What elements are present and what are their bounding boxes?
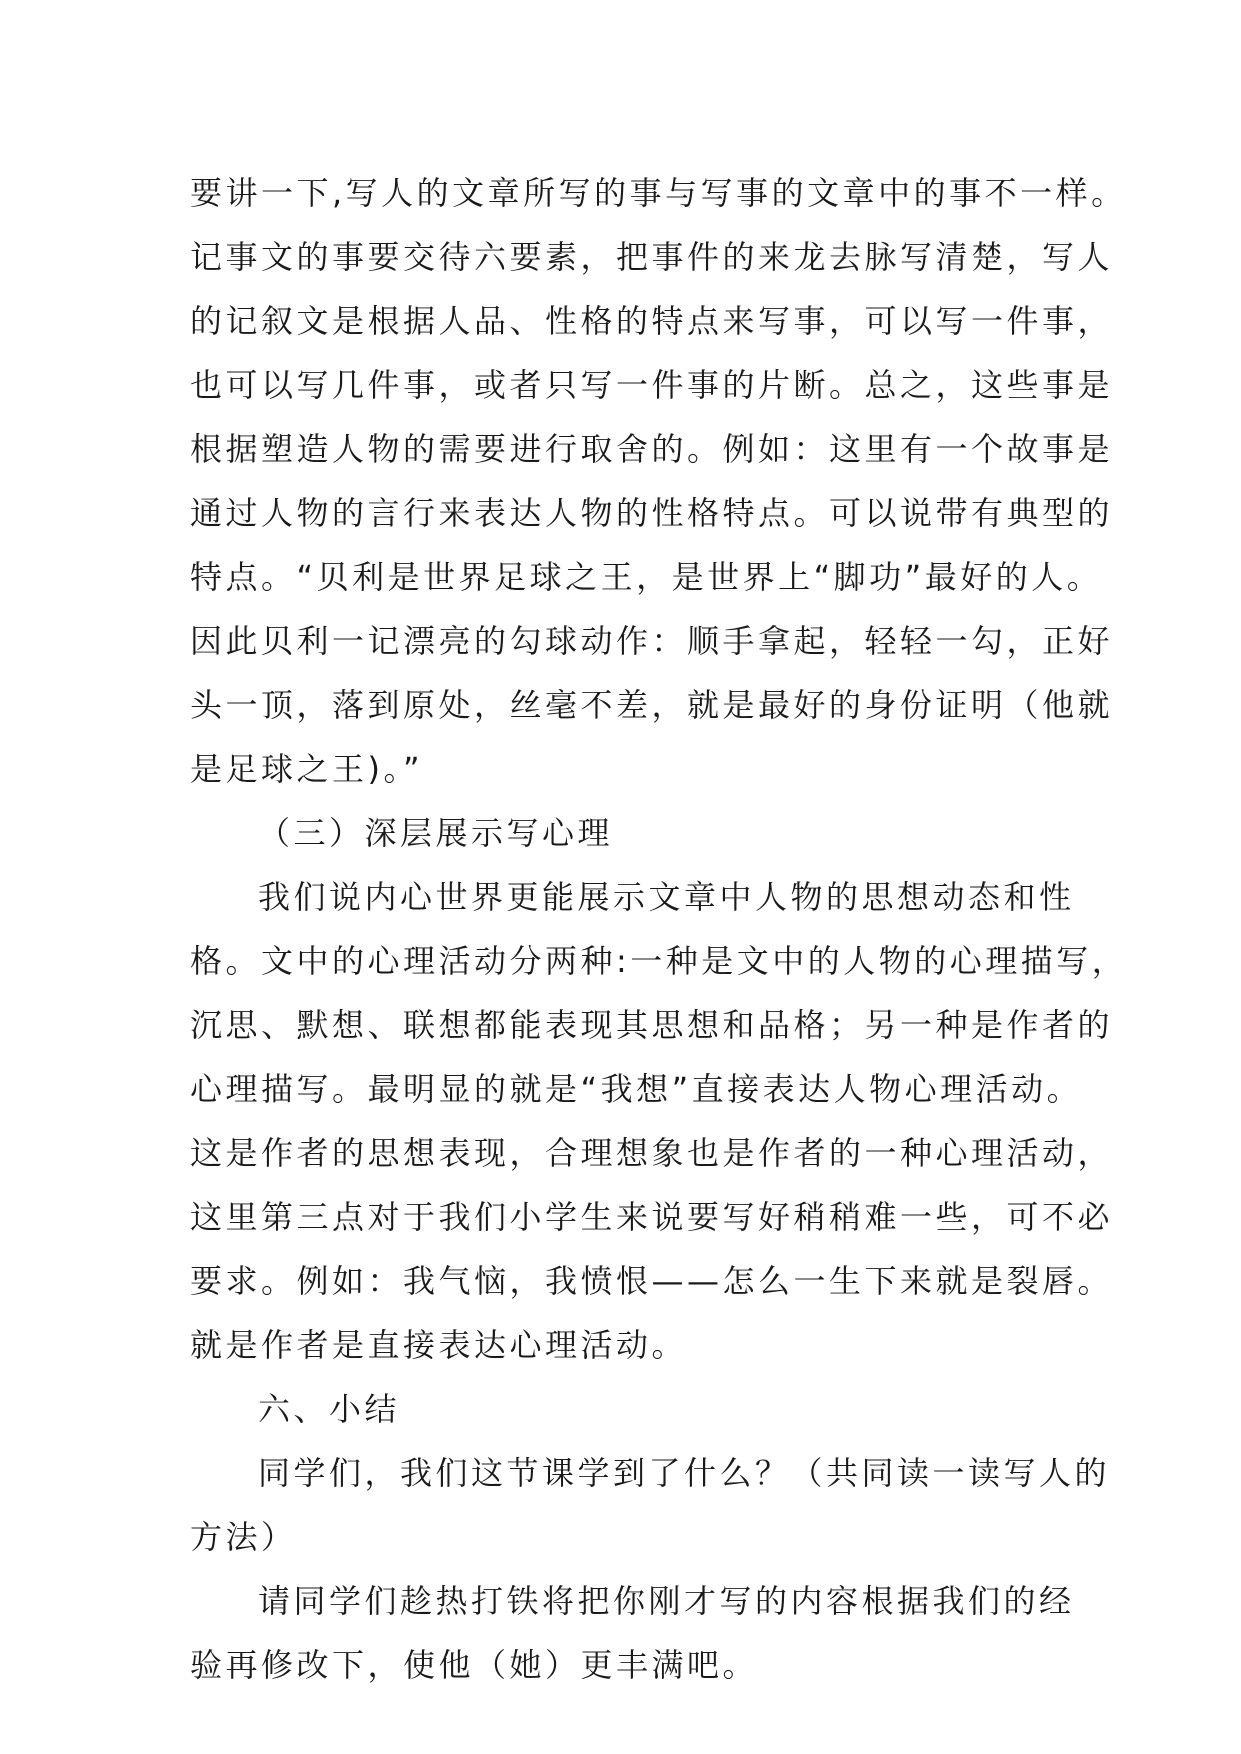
text-line: 格。文中的心理活动分两种:一种是文中的人物的心理描写， [190, 942, 1128, 980]
text-line: 记事文的事要交待六要素，把事件的来龙去脉写清楚，写人 [190, 238, 1114, 276]
text-line: 特点。“贝利是世界足球之王，是世界上“脚功”最好的人。 [190, 558, 1103, 596]
text-line: 验再修改下，使他（她）更丰满吧。 [190, 1646, 759, 1684]
text-line: 的记叙文是根据人品、性格的特点来写事，可以写一件事， [190, 302, 1114, 340]
text-line: 通过人物的言行来表达人物的性格特点。可以说带有典型的 [190, 494, 1114, 532]
text-line: 同学们，我们这节课学到了什么？（共同读一读写人的 [258, 1454, 1111, 1492]
text-line: 是足球之王)。” [190, 750, 424, 788]
text-line: 请同学们趁热打铁将把你刚才写的内容根据我们的经 [258, 1582, 1075, 1620]
text-line: 要求。例如：我气恼，我愤恨——怎么一生下来就是裂唇。 [190, 1262, 1114, 1300]
text-line: 也可以写几件事，或者只写一件事的片断。总之，这些事是 [190, 366, 1114, 404]
text-line: 我们说内心世界更能展示文章中人物的思想动态和性 [258, 878, 1075, 916]
text-line: 方法） [190, 1518, 297, 1556]
text-line: 六、小结 [258, 1390, 401, 1428]
text-line: 要讲一下,写人的文章所写的事与写事的文章中的事不一样。 [190, 174, 1127, 212]
body-text [190, 161, 1128, 1697]
text-line: （三）深层展示写心理 [258, 814, 614, 852]
text-line: 这是作者的思想表现，合理想象也是作者的一种心理活动， [190, 1134, 1114, 1172]
text-line: 根据塑造人物的需要进行取舍的。例如：这里有一个故事是 [190, 430, 1114, 468]
text-line: 就是作者是直接表达心理活动。 [190, 1326, 688, 1364]
text-line: 因此贝利一记漂亮的勾球动作：顺手拿起，轻轻一勾，正好 [190, 622, 1114, 660]
text-line: 心理描写。最明显的就是“我想”直接表达人物心理活动。 [190, 1070, 1083, 1108]
text-line: 沉思、默想、联想都能表现其思想和品格；另一种是作者的 [190, 1006, 1114, 1044]
text-line: 头一顶，落到原处，丝毫不差，就是最好的身份证明（他就 [190, 686, 1114, 724]
text-line: 这里第三点对于我们小学生来说要写好稍稍难一些，可不必 [190, 1198, 1114, 1236]
